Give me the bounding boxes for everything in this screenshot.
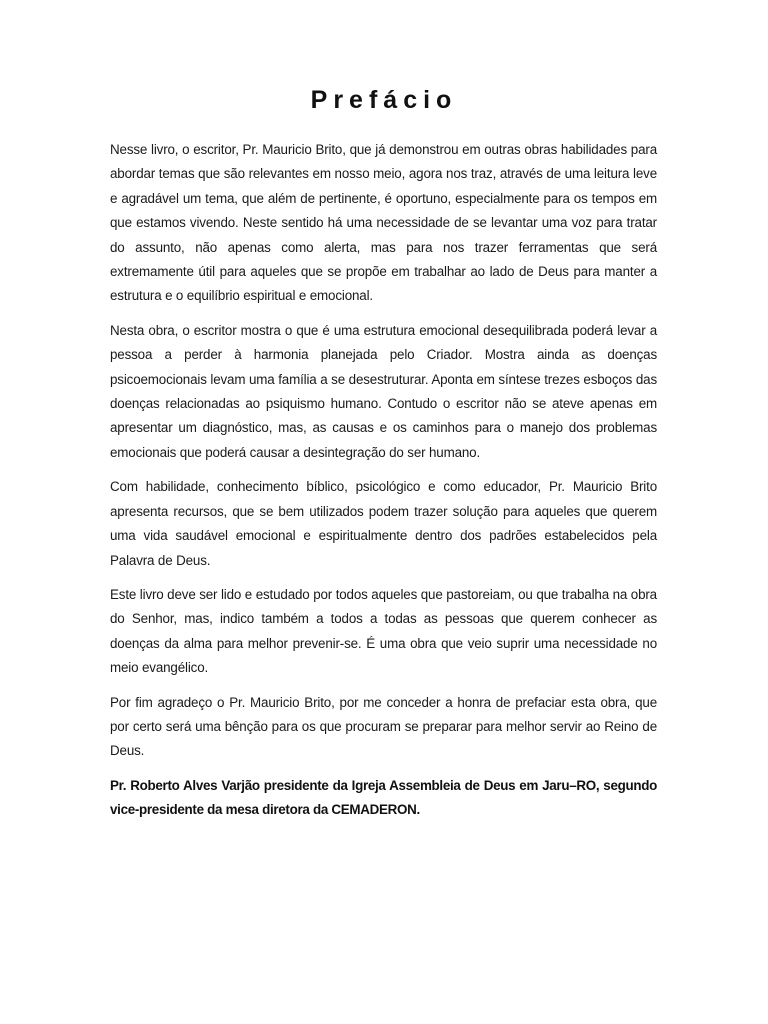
paragraph-4: Este livro deve ser lido e estudado por todos aqueles que pastoreiam, ou que trabalha na obra do Senhor, mas, indico também a todos a todas as pessoas que querem conhecer as doenças da alma para melhor prevenir-se. É uma obra que veio suprir uma necessidade no meio evangélico. <box>110 586 657 676</box>
paragraph-5: Por fim agradeço o Pr. Mauricio Brito, por me conceder a honra de prefaciar esta obra, que por certo será uma bênção para os que procuram se preparar para melhor servir ao Reino de Deus. <box>110 694 657 759</box>
paragraph-1: Nesse livro, o escritor, Pr. Mauricio Brito, que já demonstrou em outras obras habilidades para abordar temas que são relevantes em nosso meio, agora nos traz, através de uma leitura leve e agradável um tema, que além de pertinente, é oportuno, especialmente para os tempos em que estamos vivendo. Neste sentido há uma necessidade de se levantar uma voz para tratar do assunto, não apenas como alerta, mas para nos trazer ferramentas que será extremamente útil para aqueles que se propõe em trabalhar ao lado de Deus para manter a estrutura e o equilíbrio espiritual e emocional. <box>110 142 657 304</box>
page-title: Prefácio <box>310 86 458 114</box>
author-signature: Pr. Roberto Alves Varjão presidente da Igreja Assembleia de Deus em Jaru–RO, segundo vice-presidente da mesa diretora da CEMADERON. <box>110 777 657 818</box>
paragraph-2: Nesta obra, o escritor mostra o que é uma estrutura emocional desequilibrada poderá levar a pessoa a perder à harmonia planejada pelo Criador. Mostra ainda as doenças psicoemocionais levam uma família a se desestruturar. Aponta em síntese trezes esboços das doenças relacionadas ao psiquismo humano. Contudo o escritor não se ateve apenas em apresentar um diagnóstico, mas, as causas e os caminhos para o manejo dos problemas emocionais que poderá causar a desintegração do ser humano. <box>110 322 657 460</box>
paragraph-3: Com habilidade, conhecimento bíblico, psicológico e como educador, Pr. Mauricio Brito apresenta recursos, que se bem utilizados podem trazer solução para aqueles que querem uma vida saudável emocional e espiritualmente dentro dos padrões estabelecidos pela Palavra de Deus. <box>110 479 657 568</box>
document-body <box>110 138 657 823</box>
